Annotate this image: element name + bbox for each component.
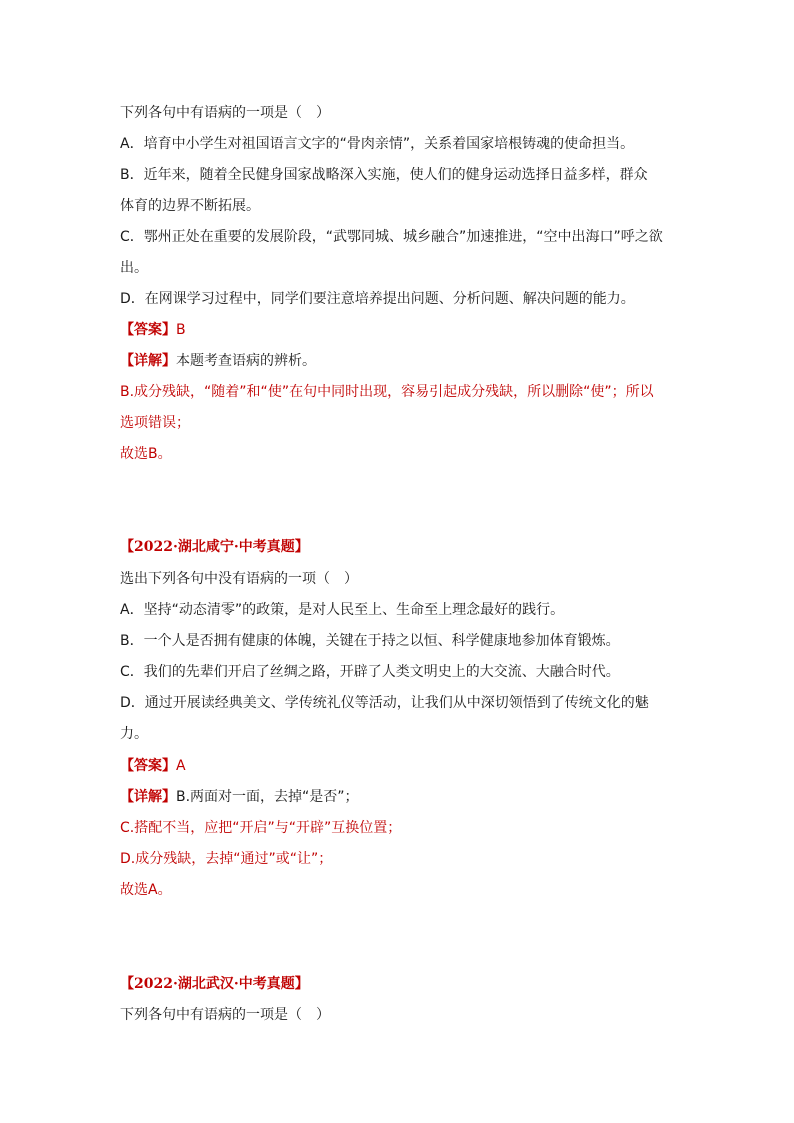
q1-option-b-cont: 体育的边界不断拓展。 [120,198,260,214]
q1-option-c: C．鄂州正处在重要的发展阶段，“武鄂同城、城乡融合”加速推进，“空中出海口”呼之欲 [120,229,663,245]
q1-option-d: D．在网课学习过程中，同学们要注意培养提出问题、分析问题、解决问题的能力。 [120,291,635,307]
q2-option-c: C．我们的先辈们开启了丝绸之路，开辟了人类文明史上的大交流、大融合时代。 [120,664,620,680]
detail-tag: 【详解】 [120,789,176,805]
q2-detail-line: C.搭配不当，应把“开启”与“开辟”互换位置； [120,820,402,836]
q2-source: 【2022·湖北咸宁·中考真题】 [120,539,309,555]
detail-first: B.两面对一面，去掉“是否”； [176,789,359,805]
q1-answer-row [120,320,186,340]
q1-detail-line: B.成分残缺，“随着”和“使”在句中同时出现，容易引起成分残缺，所以删除“使”；所以 [120,384,654,400]
q2-stem: 选出下列各句中没有语病的一项（ ） [120,571,358,587]
q2-detail-line: D.成分残缺，去掉“通过”或“让”； [120,851,333,867]
q2-option-b: B．一个人是否拥有健康的体魄，关键在于持之以恒、科学健康地参加体育锻炼。 [120,633,620,649]
answer-tag: 【答案】 [120,322,176,338]
q2-answer-row [120,756,186,776]
answer-value: A [176,758,186,774]
q1-option-c-cont: 出。 [120,260,148,276]
q2-detail-line: 故选A。 [120,882,172,898]
q3-stem: 下列各句中有语病的一项是（ ） [120,1007,330,1023]
q1-stem: 下列各句中有语病的一项是（ ） [120,105,330,121]
detail-intro: 本题考查语病的辨析。 [176,353,316,369]
q1-option-b: B．近年来，随着全民健身国家战略深入实施，使人们的健身运动选择日益多样，群众 [120,167,648,183]
detail-tag: 【详解】 [120,353,176,369]
answer-value: B [176,322,186,338]
q3-source: 【2022·湖北武汉·中考真题】 [120,976,309,992]
q1-detail-line: 故选B。 [120,446,172,462]
q2-option-d-cont: 力。 [120,726,148,742]
q2-option-d: D．通过开展读经典美文、学传统礼仪等活动，让我们从中深切领悟到了传统文化的魅 [120,695,649,711]
q2-option-a: A．坚持“动态清零”的政策，是对人民至上、生命至上理念最好的践行。 [120,602,565,618]
answer-tag: 【答案】 [120,758,176,774]
q1-detail-row [120,351,316,371]
q1-detail-line: 选项错误； [120,415,190,431]
q2-detail-row [120,787,359,807]
q1-option-a: A．培育中小学生对祖国语言文字的“骨肉亲情”，关系着国家培根铸魂的使命担当。 [120,136,635,152]
